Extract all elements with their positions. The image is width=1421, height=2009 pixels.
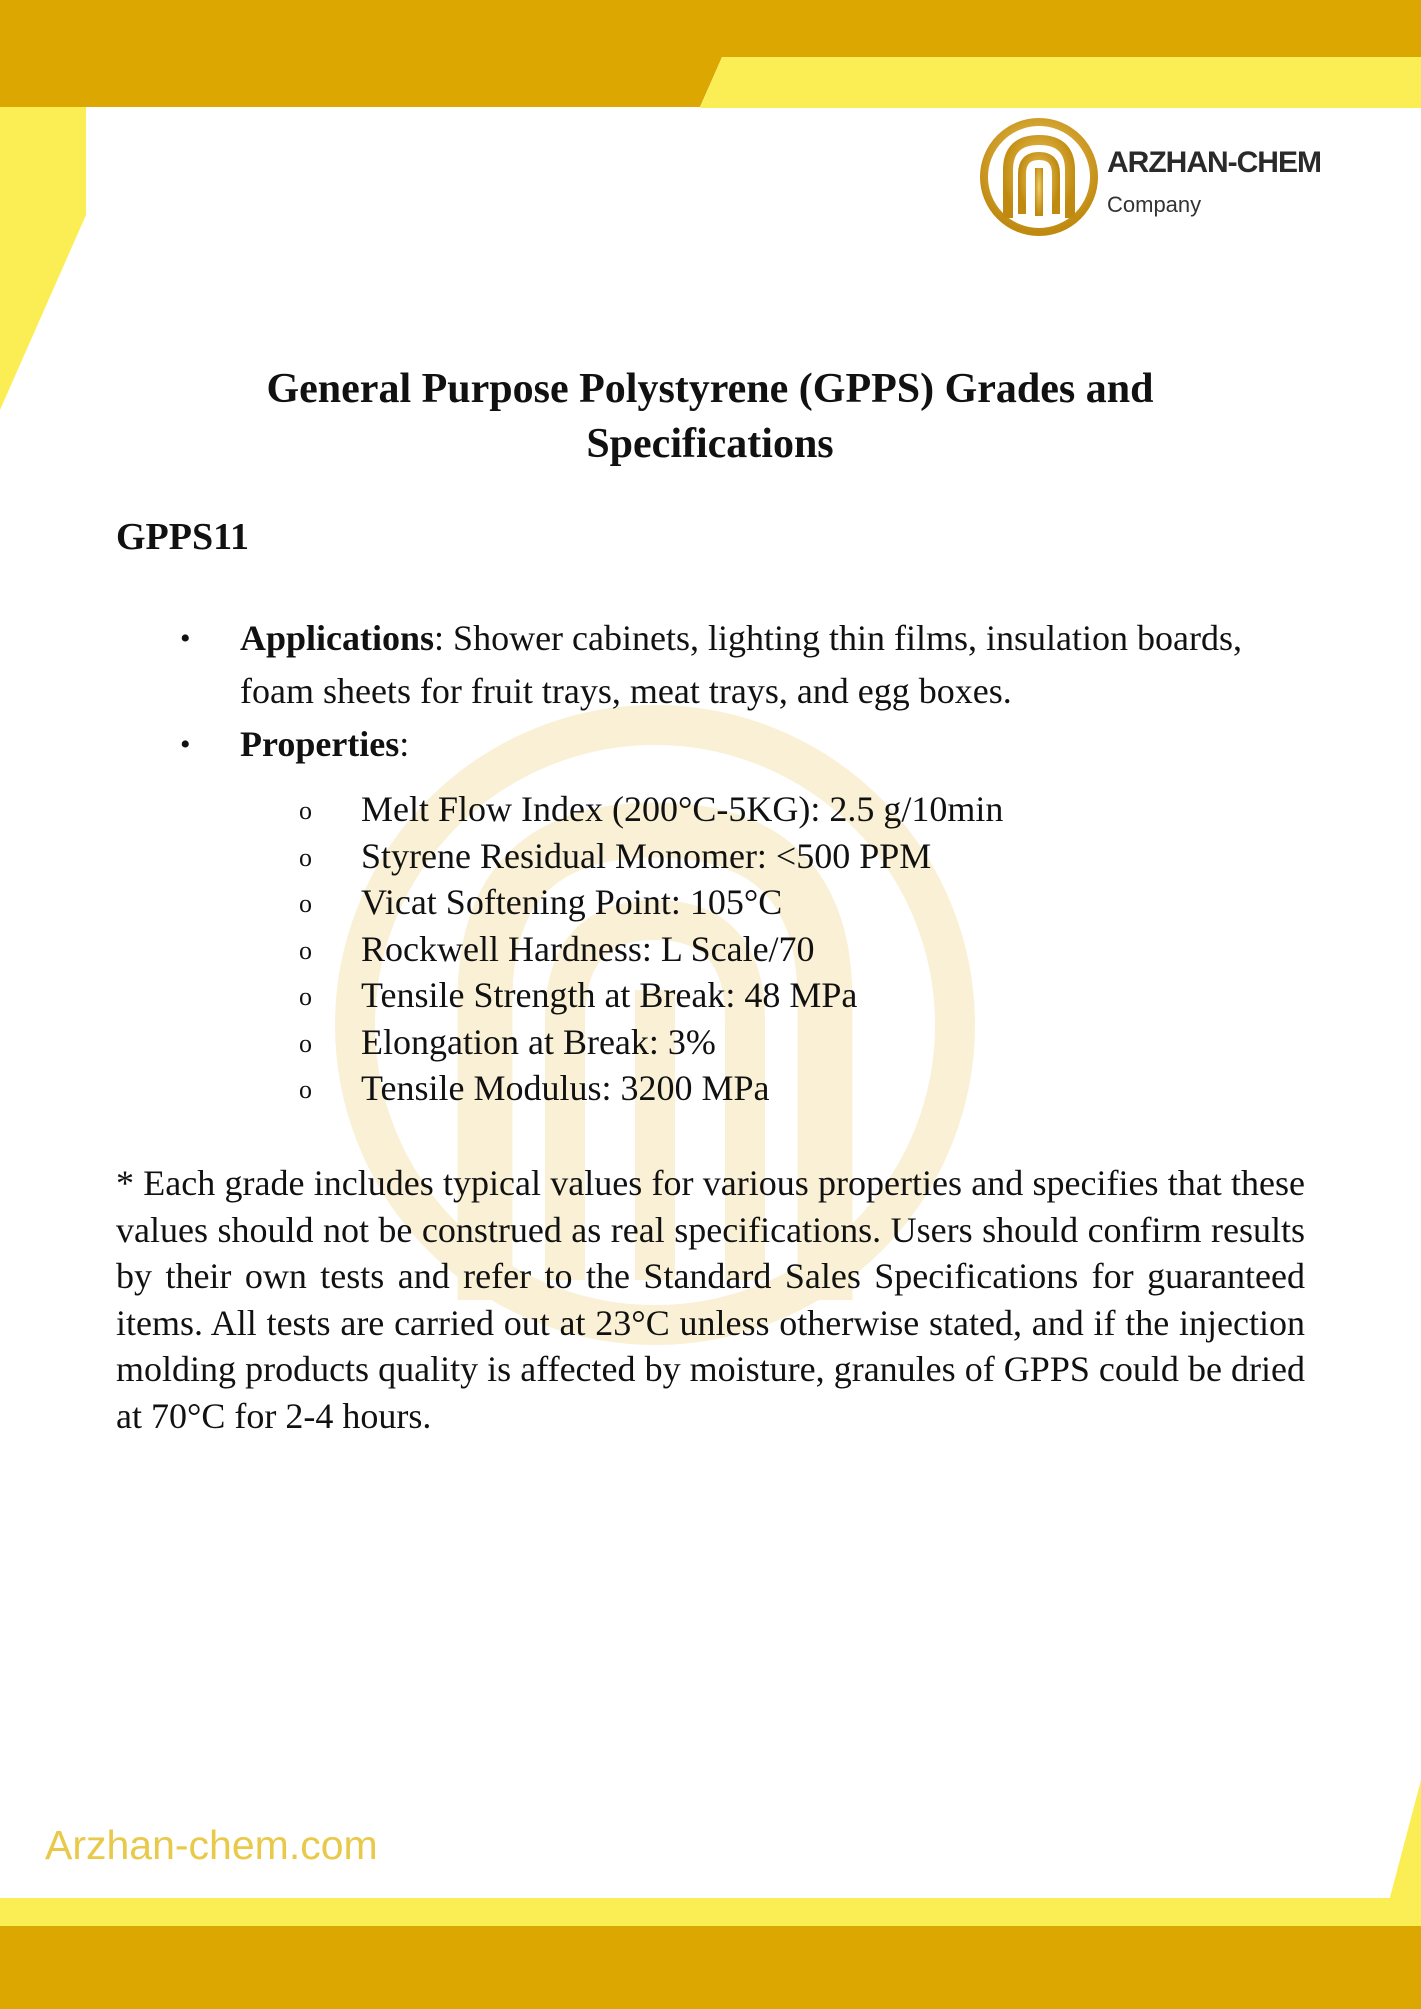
brand-subtitle: Company (1107, 192, 1202, 217)
circle-bullet-icon: o (299, 982, 312, 1011)
property-item (299, 879, 1261, 926)
properties-list (299, 786, 1261, 1112)
grade-heading: GPPS11 (116, 516, 250, 558)
company-logo (978, 118, 1120, 236)
header-light-band (700, 57, 1421, 108)
property-text: Elongation at Break: 3% (361, 1021, 716, 1062)
bottom-right-wedge (1388, 1780, 1421, 1905)
bullet-icon: • (180, 728, 191, 761)
applications-item (180, 612, 1280, 718)
property-text: Rockwell Hardness: L Scale/70 (361, 928, 815, 969)
property-item (299, 833, 1261, 880)
property-text: Styrene Residual Monomer: <500 PPM (361, 835, 932, 876)
property-text: Vicat Softening Point: 105°C (361, 882, 783, 922)
circle-bullet-icon: o (299, 1075, 312, 1104)
property-text: Tensile Strength at Break: 48 MPa (361, 975, 858, 1015)
brand-name: ARZHAN-CHEM (1107, 146, 1321, 179)
circle-bullet-icon: o (299, 842, 312, 872)
properties-colon: : (399, 724, 410, 764)
bullet-icon: • (180, 622, 191, 655)
property-item (299, 786, 1261, 833)
property-item (299, 1019, 1261, 1066)
circle-bullet-icon: o (299, 1028, 312, 1058)
property-item (299, 926, 1261, 973)
document-title: General Purpose Polystyrene (GPPS) Grades and Specifications (266, 366, 1154, 467)
main-bullet-list (180, 612, 1280, 771)
property-text: Melt Flow Index (200°C-5KG): 2.5 g/10min (361, 789, 1004, 829)
circle-bullet-icon: o (299, 796, 312, 825)
footer-light-band (0, 1898, 1421, 1926)
website-link[interactable]: Arzhan-chem.com (45, 1822, 378, 1868)
footer-dark-band (0, 1926, 1421, 2009)
left-light-wedge (0, 107, 86, 410)
applications-label: Applications (240, 618, 435, 658)
property-text: Tensile Modulus: 3200 MPa (361, 1068, 770, 1108)
circle-bullet-icon: o (299, 889, 312, 918)
property-item (299, 972, 1261, 1019)
property-item (299, 1065, 1261, 1112)
disclaimer-note: * Each grade includes typical values for various properties and specifies that these values should not be construed as real specifications. Users should confirm results by their own tests and refer to the Standard Sales Specifications for guaranteed items. All tests are carried out at 23°C unless otherwise stated, and if the injection molding products quality is affected by moisture, granules of GPPS could be dried at 70°C for 2-4 hours. (116, 1163, 1305, 1436)
properties-item (180, 718, 1280, 771)
applications-text: : Shower cabinets, lighting thin films, insulation boards, foam sheets for fruit trays, meat trays, and egg boxes. (240, 618, 1242, 711)
properties-label: Properties (240, 724, 400, 764)
circle-bullet-icon: o (299, 935, 312, 965)
